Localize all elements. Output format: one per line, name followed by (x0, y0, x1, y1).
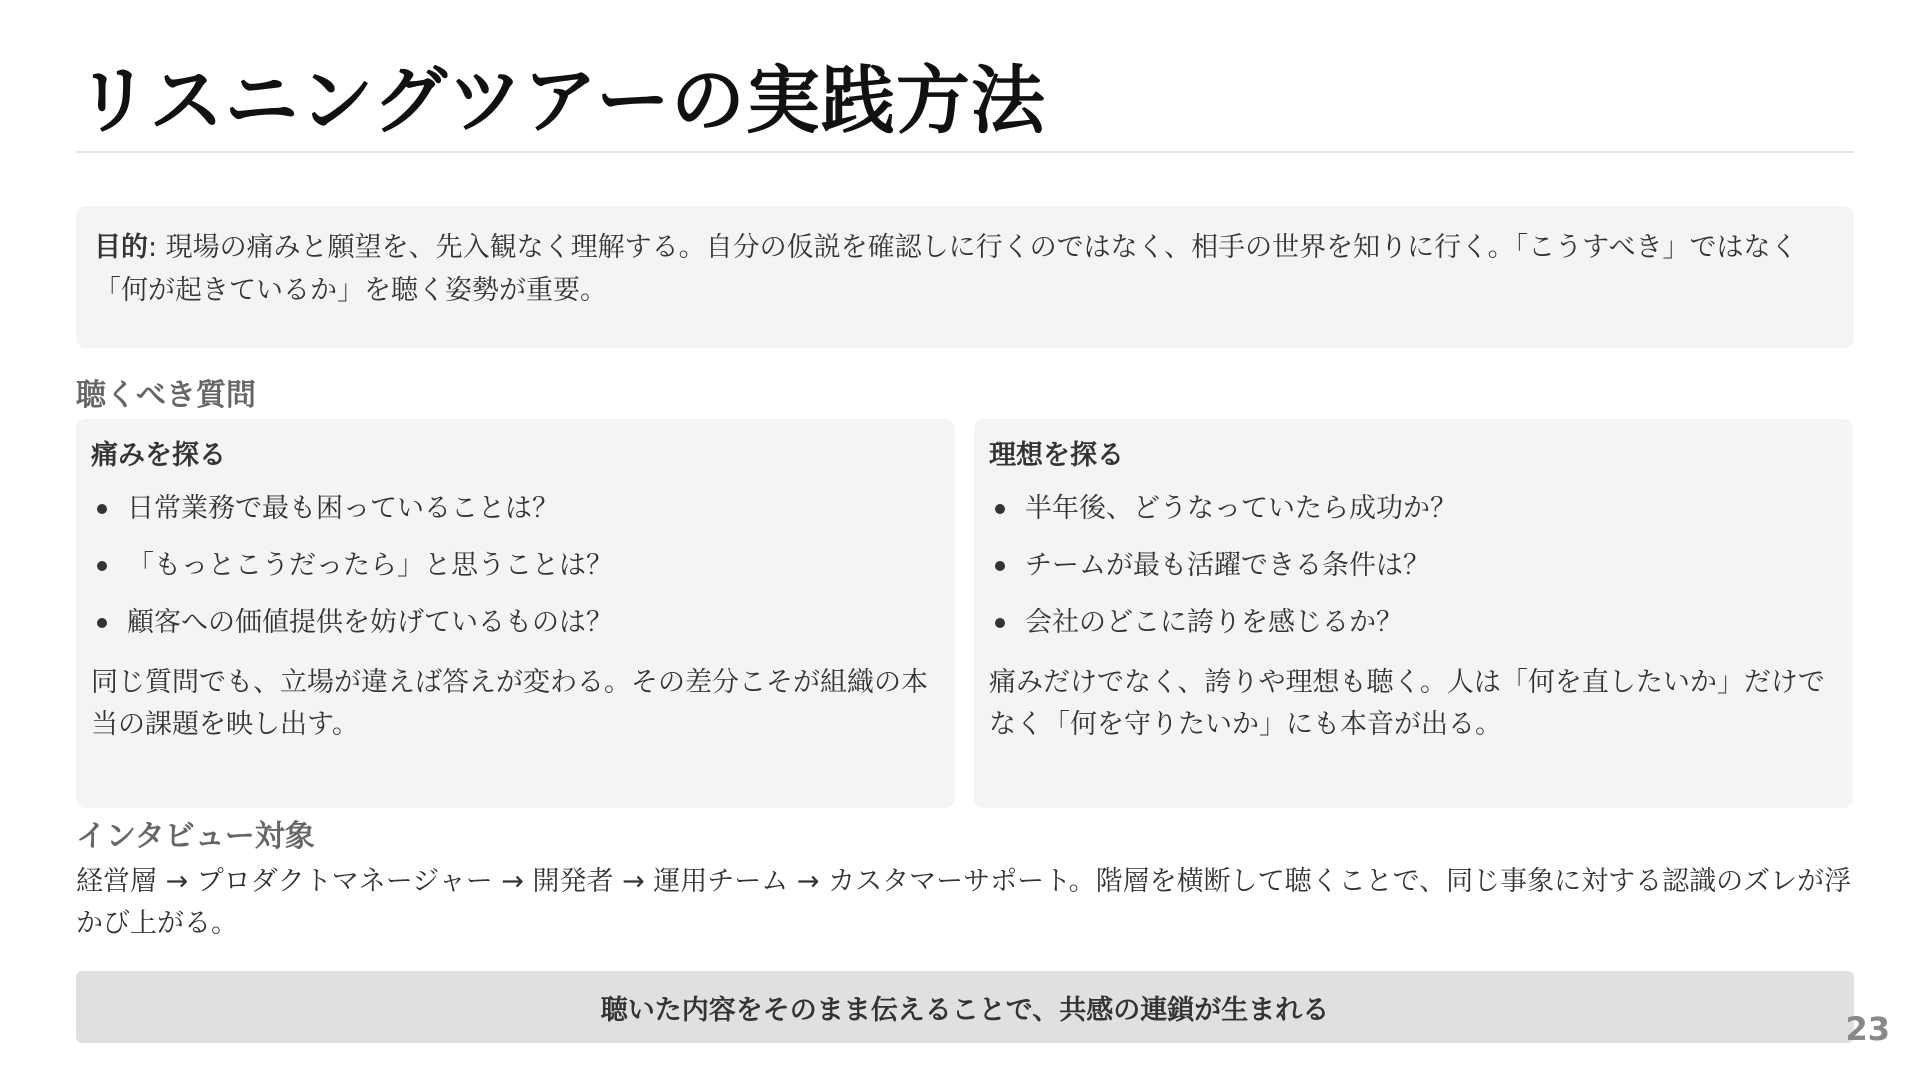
list-item (989, 548, 1838, 584)
pain-card (76, 419, 955, 808)
footer-banner: 聴いた内容をそのまま伝えることで、共感の連鎖が生まれる (76, 971, 1854, 1043)
list-item (91, 491, 940, 527)
question-text: 日常業務で最も困っていることは？ (127, 493, 559, 524)
list-item (989, 491, 1838, 527)
interview-text: 経営層 → プロダクトマネージャー → 開発者 → 運用チーム → カスタマーサポート。階層を横断して聴くことで、同じ事象に対する認識のズレが浮かび上がる。 (76, 866, 1852, 939)
question-text: 半年後、どうなっていたら成功か？ (1025, 493, 1457, 524)
question-text: 「もっとこうだったら」と思うことは？ (127, 550, 613, 581)
card-note: 同じ質問でも、立場が違えば答えが変わる。その差分こそが組織の本当の課題を映し出す。 (91, 667, 928, 740)
bullet-icon (995, 618, 1005, 628)
slide-title: リスニングツアーの実践方法 (76, 58, 1046, 144)
question-text: 顧客への価値提供を妨げているものは？ (127, 607, 613, 638)
bullet-icon (97, 618, 107, 628)
purpose-label: 目的 (94, 232, 148, 263)
title-divider (76, 151, 1854, 153)
card-title: 理想を探る (989, 440, 1124, 471)
purpose-box (76, 206, 1854, 348)
ideal-card (974, 419, 1853, 808)
card-title: 痛みを探る (91, 440, 226, 471)
card-note: 痛みだけでなく、誇りや理想も聴く。人は「何を直したいか」だけでなく「何を守りたいか」にも本音が出る。 (989, 667, 1825, 740)
question-text: 会社のどこに誇りを感じるか？ (1025, 607, 1403, 638)
question-list (91, 491, 940, 641)
list-item (989, 605, 1838, 641)
bullet-icon (995, 561, 1005, 571)
question-list (989, 491, 1838, 641)
purpose-text: : 現場の痛みと願望を、先入観なく理解する。自分の仮説を確認しに行くのではなく、相手の世界を知りに行く。「こうすべき」ではなく「何が起きているか」を聴く姿勢が重要。 (94, 232, 1798, 306)
questions-heading: 聴くべき質問 (76, 378, 256, 413)
bullet-icon (97, 561, 107, 571)
bullet-icon (97, 504, 107, 514)
page-number: 23 (1845, 1010, 1890, 1048)
list-item (91, 548, 940, 584)
list-item (91, 605, 940, 641)
interview-heading: インタビュー対象 (76, 819, 315, 854)
bullet-icon (995, 504, 1005, 514)
question-text: チームが最も活躍できる条件は？ (1025, 550, 1430, 581)
